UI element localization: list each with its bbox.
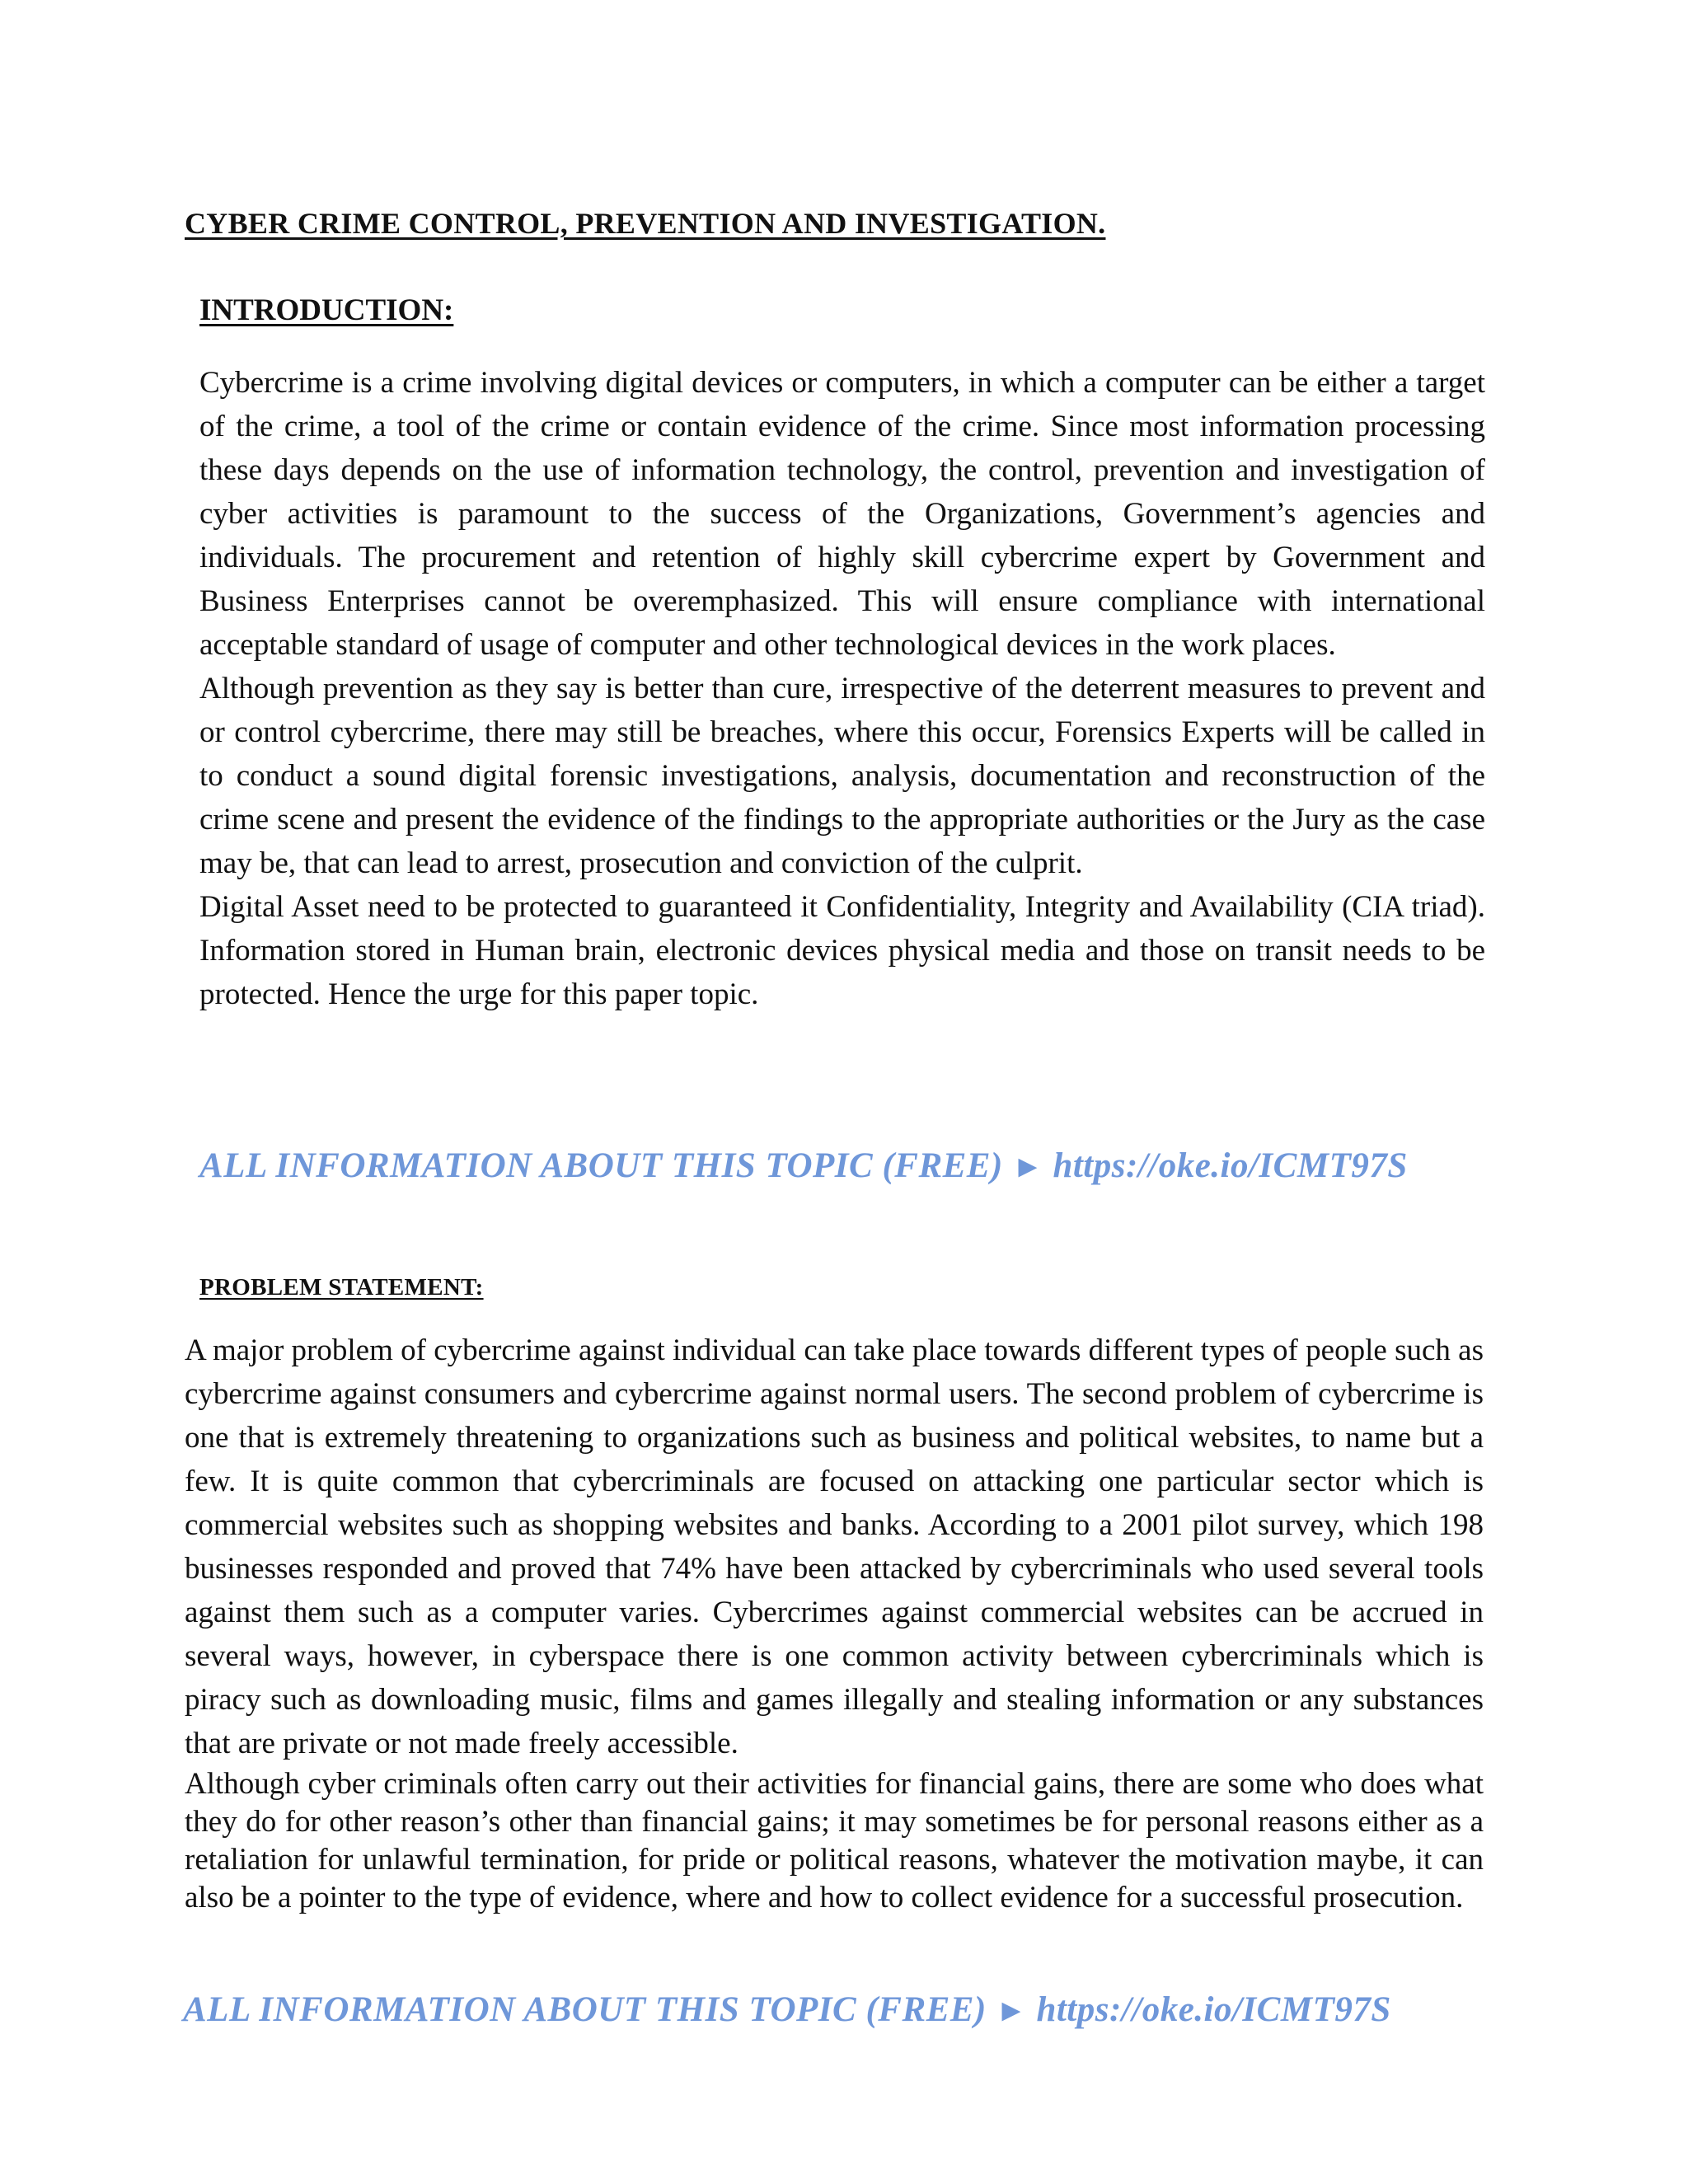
promo-link[interactable]: https://oke.io/ICMT97S bbox=[1053, 1146, 1408, 1185]
promo-text: ALL INFORMATION ABOUT THIS TOPIC (FREE) bbox=[183, 1990, 987, 2029]
promo-link[interactable]: https://oke.io/ICMT97S bbox=[1036, 1990, 1391, 2029]
promo-banner-bottom[interactable] bbox=[183, 1990, 1391, 2030]
introduction-paragraph-1: Cybercrime is a crime involving digital devices or computers, in which a computer can be either a target of the crime, a tool of the crime or contain evidence of the crime. Since most information processing these days depends on the use of information technology, the control, prevention and investigation of cyber activities is paramount to the success of the Organizations, Government’s agencies and individuals. The procurement and retention of highly skill cybercrime expert by Government and Business Enterprises cannot be overemphasized. This will ensure compliance with international acceptable standard of usage of computer and other technological devices in the work places. bbox=[199, 366, 1485, 662]
problem-statement-heading: PROBLEM STATEMENT: bbox=[199, 1274, 484, 1301]
promo-banner-top[interactable] bbox=[199, 1146, 1408, 1186]
problem-paragraph-1: A major problem of cybercrime against individual can take place towards different types of people such as cybercrime against consumers and cybercrime against normal users. The second problem of cybercrime is one that is extremely threatening to organizations such as business and political websites, to name but a few. It is quite common that cybercriminals are focused on attacking one particular sector which is commercial websites such as shopping websites and banks. According to a 2001 pilot survey, which 198 businesses responded and proved that 74% have been attacked by cybercriminals who used several tools against them such as a computer varies. Cybercrimes against commercial websites can be accrued in several ways, however, in cyberspace there is one common activity between cybercriminals which is piracy such as downloading music, films and games illegally and stealing information or any substances that are private or not made freely accessible. bbox=[185, 1333, 1484, 1760]
promo-text: ALL INFORMATION ABOUT THIS TOPIC (FREE) bbox=[199, 1146, 1003, 1185]
arrow-right-icon: ► bbox=[1012, 1150, 1044, 1184]
introduction-paragraph-2: Although prevention as they say is better than cure, irrespective of the deterrent measures to prevent and or control cybercrime, there may still be breaches, where this occur, Forensics Experts will be called in to conduct a sound digital forensic investigations, analysis, documentation and reconstruction of the crime scene and present the evidence of the findings to the appropriate authorities or the Jury as the case may be, that can lead to arrest, prosecution and conviction of the culprit. bbox=[199, 672, 1485, 880]
document-title: CYBER CRIME CONTROL, PREVENTION AND INVESTIGATION. bbox=[185, 207, 1106, 240]
problem-statement-section bbox=[185, 1329, 1484, 1917]
introduction-section bbox=[199, 361, 1485, 1016]
introduction-heading: INTRODUCTION: bbox=[199, 293, 454, 327]
arrow-right-icon: ► bbox=[996, 1994, 1028, 2028]
problem-paragraph-2: Although cyber criminals often carry out their activities for financial gains, there are some who does what they do for other reason’s other than financial gains; it may sometimes be for personal reasons either as a retaliation for unlawful termination, for pride or political reasons, whatever the motivation maybe, it can also be a pointer to the type of evidence, where and how to collect evidence for a successful prosecution. bbox=[185, 1767, 1484, 1915]
introduction-paragraph-3: Digital Asset need to be protected to guaranteed it Confidentiality, Integrity and Availability (CIA triad). Information stored in Human brain, electronic devices physical media and those on transit needs to be protected. Hence the urge for this paper topic. bbox=[199, 890, 1485, 1011]
